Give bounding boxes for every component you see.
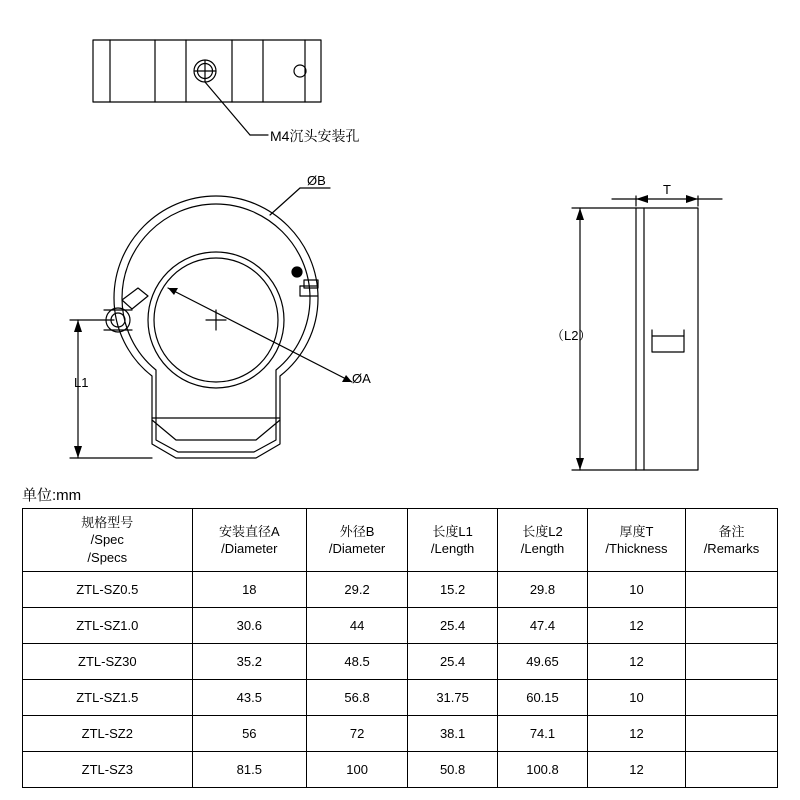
cell-length-l1: 25.4 — [408, 608, 498, 644]
unit-label: 单位:mm — [22, 487, 82, 504]
table-row — [23, 716, 778, 752]
cell-spec: ZTL-SZ30 — [23, 644, 193, 680]
front-view-clamp-ring — [104, 196, 318, 458]
dim-outer-diameter — [270, 188, 330, 215]
table-header-row — [23, 509, 778, 572]
table-header-spec: 规格型号 /Spec /Specs — [23, 509, 193, 572]
cell-remarks — [686, 644, 778, 680]
cell-diameter-b: 48.5 — [307, 644, 408, 680]
cell-diameter-a: 43.5 — [192, 680, 306, 716]
cell-length-l2: 47.4 — [498, 608, 588, 644]
cell-length-l2: 100.8 — [498, 752, 588, 788]
cell-length-l2: 60.15 — [498, 680, 588, 716]
dim-inner-diameter — [168, 288, 352, 382]
cell-diameter-a: 56 — [192, 716, 306, 752]
callout-m4-countersunk-hole: M4沉头安装孔 — [270, 128, 360, 144]
cell-spec: ZTL-SZ2 — [23, 716, 193, 752]
side-view — [572, 195, 722, 470]
table-header-thickness-t: 厚度T /Thickness — [587, 509, 685, 572]
cell-spec: ZTL-SZ0.5 — [23, 572, 193, 608]
cell-diameter-b: 56.8 — [307, 680, 408, 716]
label-outer-diameter: ØB — [307, 173, 326, 188]
cell-diameter-a: 35.2 — [192, 644, 306, 680]
cell-spec: ZTL-SZ1.0 — [23, 608, 193, 644]
cell-diameter-b: 29.2 — [307, 572, 408, 608]
table-header-length-l1: 长度L1 /Length — [408, 509, 498, 572]
cell-length-l2: 74.1 — [498, 716, 588, 752]
table-row — [23, 680, 778, 716]
cell-thickness-t: 10 — [587, 680, 685, 716]
cell-thickness-t: 12 — [587, 752, 685, 788]
cell-spec: ZTL-SZ1.5 — [23, 680, 193, 716]
cell-diameter-b: 44 — [307, 608, 408, 644]
table-header-length-l2: 长度L2 /Length — [498, 509, 588, 572]
top-view — [93, 40, 321, 135]
cell-thickness-t: 10 — [587, 572, 685, 608]
cell-thickness-t: 12 — [587, 644, 685, 680]
table-row — [23, 572, 778, 608]
cell-diameter-a: 30.6 — [192, 608, 306, 644]
cell-length-l1: 31.75 — [408, 680, 498, 716]
cell-remarks — [686, 752, 778, 788]
cell-thickness-t: 12 — [587, 716, 685, 752]
cell-length-l2: 29.8 — [498, 572, 588, 608]
cell-diameter-b: 100 — [307, 752, 408, 788]
table-row — [23, 608, 778, 644]
cell-remarks — [686, 608, 778, 644]
table-row — [23, 752, 778, 788]
cell-remarks — [686, 572, 778, 608]
table-row — [23, 644, 778, 680]
cell-length-l2: 49.65 — [498, 644, 588, 680]
cell-length-l1: 15.2 — [408, 572, 498, 608]
label-length-l1: L1 — [74, 375, 89, 390]
cell-diameter-a: 81.5 — [192, 752, 306, 788]
cell-diameter-a: 18 — [192, 572, 306, 608]
cell-spec: ZTL-SZ3 — [23, 752, 193, 788]
spec-table — [22, 508, 778, 788]
table-header-diameter-a: 安装直径A /Diameter — [192, 509, 306, 572]
label-inner-diameter: ØA — [352, 371, 371, 386]
label-thickness-t: T — [663, 182, 671, 197]
label-length-l2: （L2） — [551, 328, 592, 343]
cell-length-l1: 25.4 — [408, 644, 498, 680]
cell-length-l1: 38.1 — [408, 716, 498, 752]
table-header-remarks: 备注 /Remarks — [686, 509, 778, 572]
cell-remarks — [686, 680, 778, 716]
cell-length-l1: 50.8 — [408, 752, 498, 788]
cell-thickness-t: 12 — [587, 608, 685, 644]
cell-remarks — [686, 716, 778, 752]
table-header-diameter-b: 外径B /Diameter — [307, 509, 408, 572]
cell-diameter-b: 72 — [307, 716, 408, 752]
